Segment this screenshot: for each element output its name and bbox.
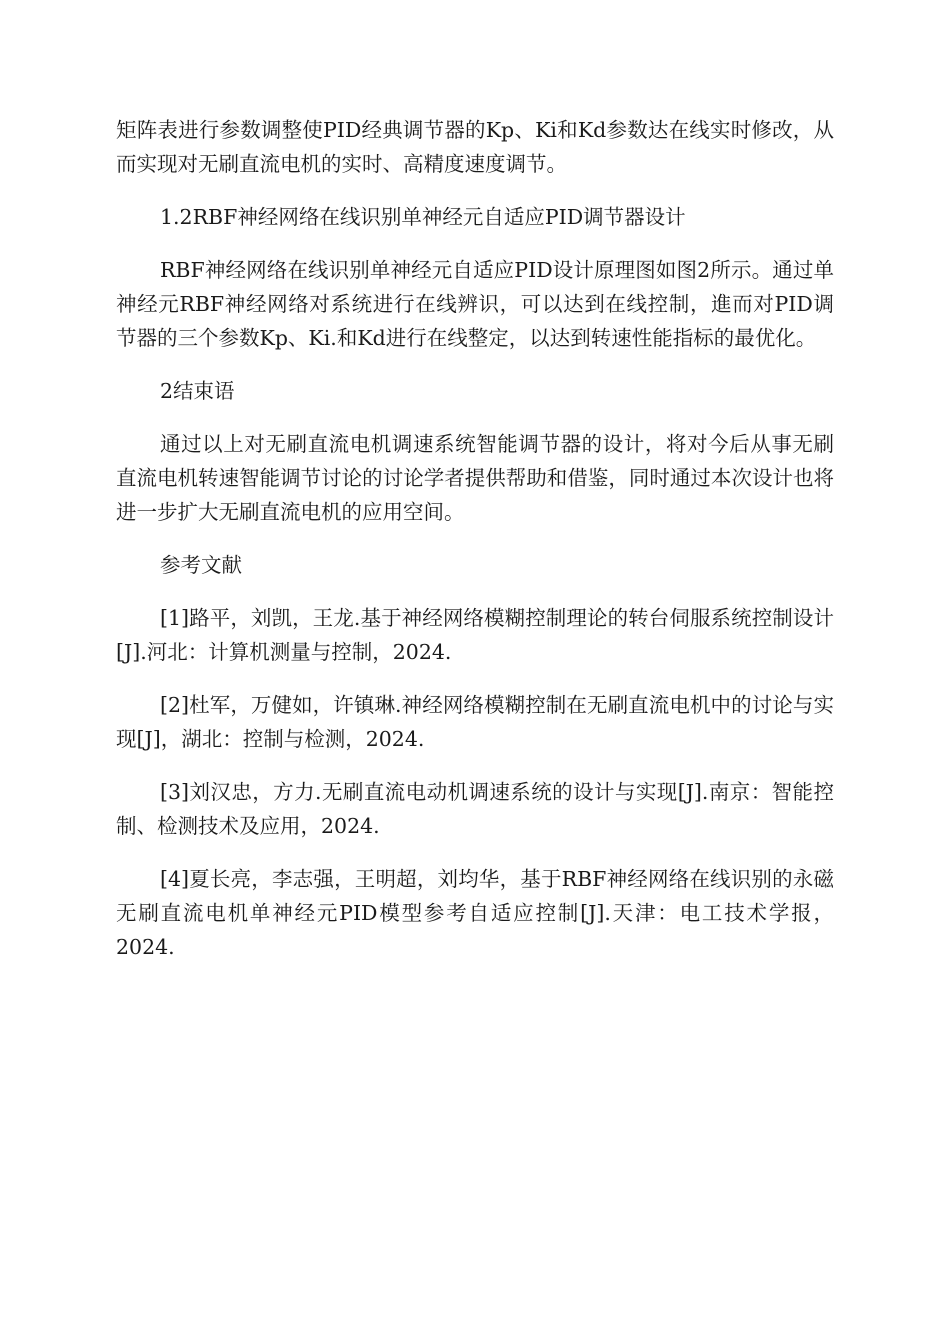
document-body	[116, 113, 834, 983]
body-paragraph-continuation: 矩阵表进行参数调整使PID经典调节器的Kp、Ki和Kd参数达在线实时修改，从而实现对无刷直流电机的实时、高精度速度调节。	[116, 118, 834, 176]
body-paragraph-rbf: RBF神经网络在线识别单神经元自适应PID设计原理图如图2所示。通过单神经元RBF神经网络对系统进行在线辨识，可以达到在线控制，進而对PID调节器的三个参数Kp、Ki.和Kd进行在线整定，以达到转速性能指标的最优化。	[116, 258, 834, 350]
reference-item-4: [4]夏长亮，李志强，王明超，刘均华，基于RBF神经网络在线识别的永磁无刷直流电机单神经元PID模型参考自适应控制[J].天津：电工技术学报，2024.	[116, 867, 834, 959]
reference-item-2: [2]杜军，万健如，许镇琳.神经网络模糊控制在无刷直流电机中的讨论与实现[J]，湖北：控制与检测，2024.	[116, 693, 834, 751]
section-heading-1-2: 1.2RBF神经网络在线识别单神经元自适应PID调节器设计	[160, 205, 686, 229]
reference-item-3: [3]刘汉忠，方力.无刷直流电动机调速系统的设计与实现[J].南京：智能控制、检测技术及应用，2024.	[116, 780, 834, 838]
reference-list	[116, 601, 834, 964]
reference-item-1: [1]路平，刘凯，王龙.基于神经网络模糊控制理论的转台伺服系统控制设计[J].河北：计算机测量与控制，2024.	[116, 606, 834, 664]
section-heading-2: 2结束语	[160, 379, 235, 403]
references-heading: 参考文献	[160, 553, 242, 577]
body-paragraph-conclusion: 通过以上对无刷直流电机调速系统智能调节器的设计，将对今后从事无刷直流电机转速智能调节讨论的讨论学者提供帮助和借鉴，同时通过本次设计也将进一步扩大无刷直流电机的应用空间。	[116, 432, 834, 524]
